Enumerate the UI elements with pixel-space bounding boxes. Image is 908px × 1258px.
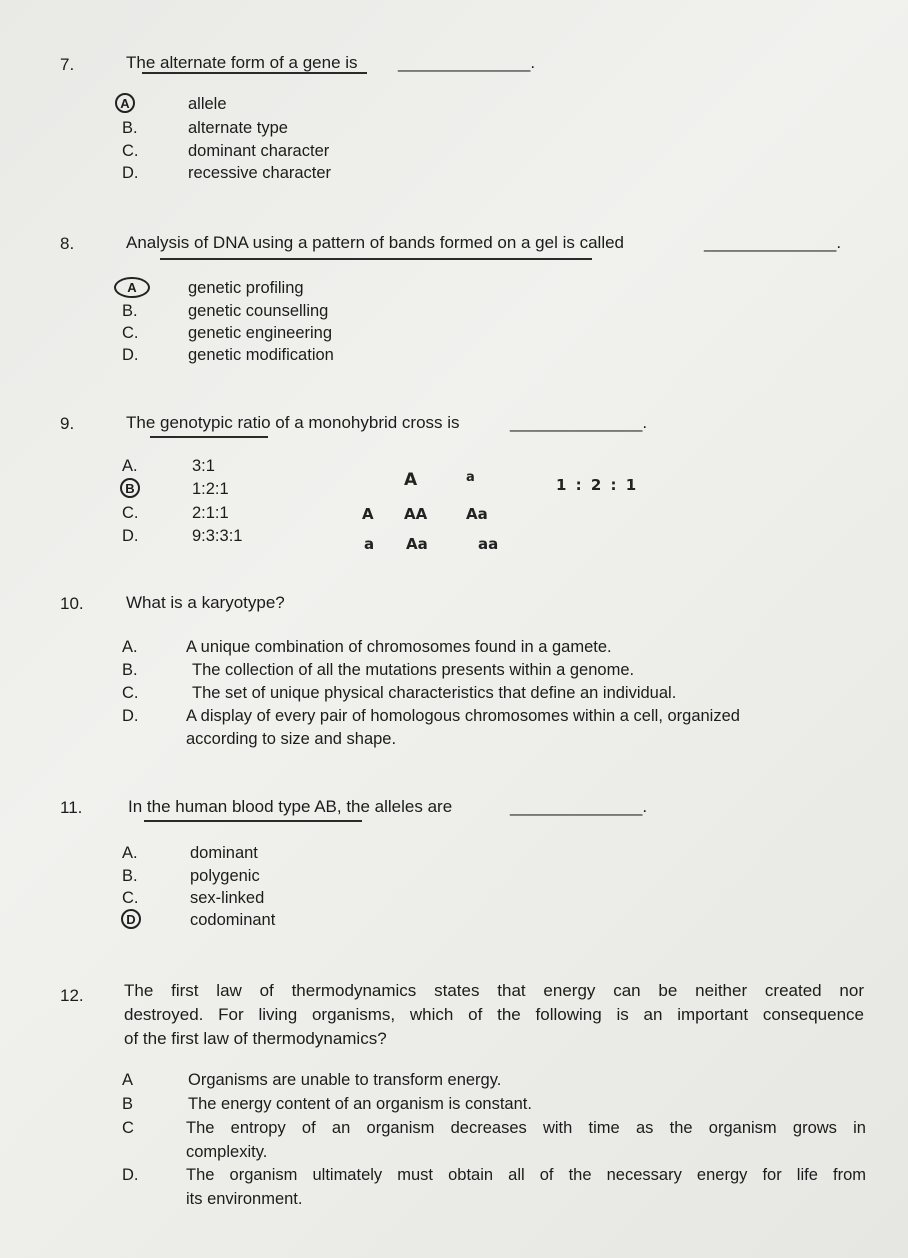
option-text: genetic engineering [188,324,333,342]
option-letter: D. [122,1166,139,1184]
option-letter: D. [122,527,139,545]
question-text: The genotypic ratio of a monohybrid cross is [126,413,460,432]
option-text: The collection of all the mutations presents within a genome. [192,661,635,679]
question-text [124,979,864,1051]
option-letter: C [122,1119,134,1137]
option-letter: C. [122,324,139,342]
pen-underline [142,72,367,74]
option-letter: B. [122,867,138,885]
circled-answer-mark: D [121,909,141,929]
option-letter: D. [122,346,139,364]
option-text: 2:1:1 [192,504,229,522]
option-text: The organism ultimately must obtain all of the necessary energy for life from [186,1166,866,1184]
hand-genotype: Aa [406,535,428,553]
option-letter: A. [122,844,138,862]
answer-blank: ______________. [704,233,842,252]
option-text: dominant [190,844,258,862]
option-letter: C. [122,684,139,702]
pen-underline [160,258,592,260]
option-text: codominant [190,911,276,929]
option-text: The entropy of an organism decreases with time as the organism grows in [186,1119,866,1137]
option-text-continued: according to size and shape. [186,730,397,748]
option-text: recessive character [188,164,332,182]
question-number: 9. [60,414,75,433]
option-letter: B. [122,661,138,679]
option-letter: A. [122,457,138,475]
option-text: A display of every pair of homologous chromosomes within a cell, organized [186,707,740,725]
option-text: The energy content of an organism is constant. [188,1095,532,1113]
question-number: 11. [60,798,83,817]
option-letter: A. [122,638,138,656]
question-text-line: destroyed. For living organisms, which of the following is an important consequence [124,1005,864,1024]
answer-blank: ______________. [510,797,648,816]
option-text: genetic counselling [188,302,329,320]
hand-allele: A [362,505,374,523]
question-number: 7. [60,55,75,74]
option-text-continued: its environment. [186,1190,303,1208]
option-text: sex-linked [190,889,265,907]
circled-answer-mark: A [115,93,135,113]
option-text: genetic modification [188,346,334,364]
option-letter: A [122,1071,134,1089]
option-letter: D. [122,707,139,725]
option-letter: C. [122,889,139,907]
option-letter: C. [122,142,139,160]
option-text: polygenic [190,867,260,885]
question-text: Analysis of DNA using a pattern of bands formed on a gel is called [126,233,625,252]
option-text: 3:1 [192,457,215,475]
hand-allele: a [466,470,475,485]
question-number: 12. [60,986,84,1005]
question-text: In the human blood type AB, the alleles are [128,797,453,816]
question-text: What is a karyotype? [126,593,285,612]
option-text: alternate type [188,119,288,137]
hand-genotype: aa [478,535,499,553]
option-letter: C. [122,504,139,522]
question-text-line: of the first law of thermodynamics? [124,1029,387,1048]
option-letter: B. [122,119,138,137]
option-letter: B. [122,302,138,320]
option-text: A unique combination of chromosomes found in a gamete. [186,638,612,656]
question-text: The alternate form of a gene is [126,53,358,72]
circled-answer-mark: B [120,478,140,498]
hand-genotype: Aa [466,505,488,523]
option-text: 1:2:1 [192,480,229,498]
hand-allele: a [364,535,375,553]
pen-underline [150,436,268,438]
option-letter: B [122,1095,134,1113]
pen-underline [144,820,362,822]
question-number: 10. [60,594,84,613]
option-text: dominant character [188,142,330,160]
option-text: The set of unique physical characteristics that define an individual. [192,684,677,702]
question-number: 8. [60,234,75,253]
option-text: Organisms are unable to transform energy. [188,1071,502,1089]
answer-blank: ______________. [398,53,536,72]
hand-allele: A [404,470,418,490]
option-text: allele [188,95,227,113]
question-text-line: The first law of thermodynamics states that energy can be neither created nor [124,981,864,1000]
hand-ratio: 1 : 2 : 1 [556,476,639,494]
hand-genotype: AA [404,505,428,523]
circled-answer-mark: A [114,277,150,298]
option-text: 9:3:3:1 [192,527,243,545]
option-letter: D. [122,164,139,182]
option-text: genetic profiling [188,279,304,297]
answer-blank: ______________. [510,413,648,432]
option-text-continued: complexity. [186,1143,268,1161]
